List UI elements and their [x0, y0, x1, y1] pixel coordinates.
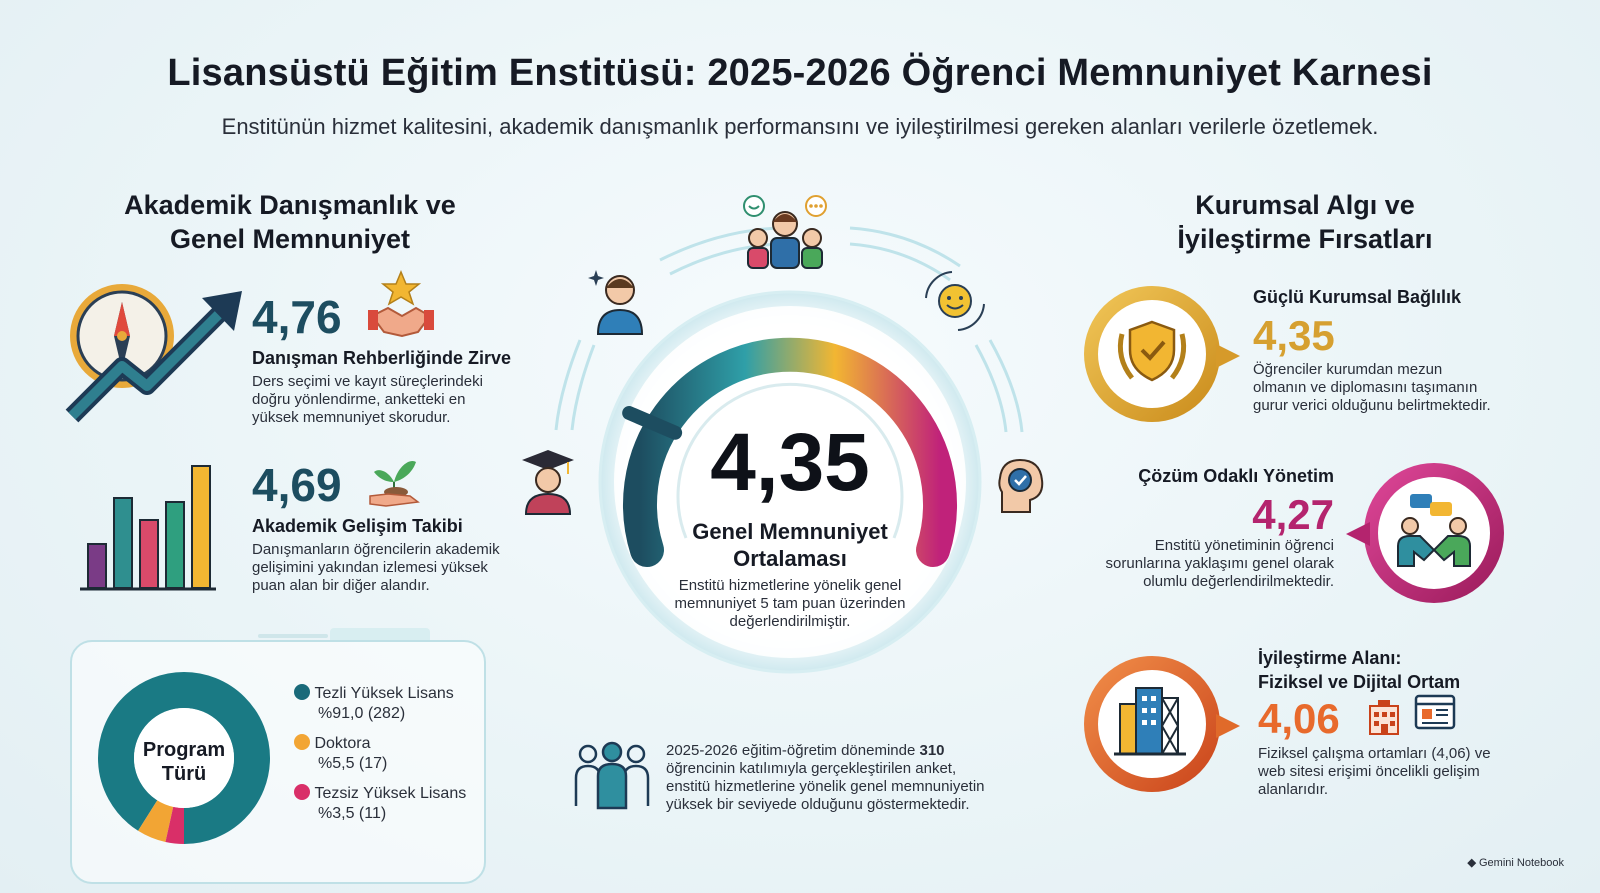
footer-brand-text: Gemini Notebook — [1479, 857, 1564, 869]
legend-value: %3,5 (11) — [318, 805, 387, 822]
left-section-title-line1: Akademik Danışmanlık ve — [124, 190, 456, 220]
metric-advisor-desc-line: doğru yönlendirme, anketteki en — [252, 391, 466, 408]
survey-line: öğrencinin katılımıyla gerçekleştirilen anket, — [666, 760, 957, 777]
metric-advisor-desc-line: yüksek memnuniyet skorudur. — [252, 409, 451, 426]
plant-hand-icon — [366, 452, 422, 508]
legend-label: Doktora — [314, 735, 371, 752]
metric-progress-title: Akademik Gelişim Takibi — [252, 516, 463, 536]
card-tab-decor — [330, 628, 430, 640]
environment-badge — [1082, 654, 1244, 794]
handshake-star-icon — [368, 270, 434, 340]
loyalty-desc-line: gurur verici olduğunu belirtmektedir. — [1253, 397, 1491, 414]
smiley-icon — [922, 268, 988, 334]
page-title: Lisansüstü Eğitim Enstitüsü: 2025-2026 Öğrenci Memnuniyet Karnesi — [167, 52, 1433, 94]
loyalty-desc-line: olmanın ve diplomasını taşımanın — [1253, 379, 1478, 396]
legend-item — [294, 784, 466, 823]
donut-center-label — [124, 738, 244, 786]
management-desc-line: Enstitü yönetiminin öğrenci — [1154, 537, 1334, 554]
loyalty-desc — [1253, 361, 1553, 415]
right-section-title-line2: İyileştirme Fırsatları — [1177, 224, 1433, 254]
metric-progress-desc-line: Danışmanların öğrencilerin akademik — [252, 541, 500, 558]
legend-value: %5,5 (17) — [318, 755, 388, 772]
overall-score-label-line2: Ortalaması — [733, 546, 847, 571]
gemini-logo-icon: ◆ — [1467, 857, 1476, 869]
loyalty-title: Güçlü Kurumsal Bağlılık — [1253, 287, 1462, 307]
management-value: 4,27 — [1252, 491, 1334, 538]
people-group-icon — [740, 194, 830, 270]
loyalty-desc-line: Öğrenciler kurumdan mezun — [1253, 361, 1443, 378]
metric-progress-desc-line: gelişimini yakından izlemesi yüksek — [252, 559, 488, 576]
metric-progress-desc — [252, 541, 532, 595]
head-gear-icon — [990, 452, 1054, 516]
survey-note — [666, 742, 1026, 814]
environment-value: 4,06 — [1258, 695, 1340, 742]
student-icon — [588, 266, 652, 336]
management-desc-line: sorunlarına yaklaşımı genel olarak — [1105, 555, 1334, 572]
environment-title-line1: İyileştirme Alanı: — [1258, 648, 1402, 668]
overall-score-value: 4,35 — [710, 417, 870, 508]
management-badge — [1344, 460, 1506, 606]
metric-advisor-value: 4,76 — [252, 291, 342, 343]
loyalty-value: 4,35 — [1253, 312, 1335, 359]
hotel-icon — [1364, 696, 1404, 736]
overall-desc-line: Enstitü hizmetlerine yönelik genel — [678, 577, 902, 594]
bar-chart-icon — [78, 462, 218, 592]
metric-advisor-desc-line: Ders seçimi ve kayıt süreçlerindeki — [252, 373, 483, 390]
legend-item — [294, 684, 454, 723]
survey-line — [666, 742, 1026, 760]
environment-desc-line: alanlarıdır. — [1258, 781, 1329, 798]
survey-participant-count: 310 — [919, 742, 945, 759]
metric-progress-value: 4,69 — [252, 459, 342, 511]
legend-value: %91,0 (282) — [318, 705, 406, 722]
environment-title — [1258, 646, 1460, 694]
card-tab-decor — [258, 634, 328, 638]
left-section-title-line2: Genel Memnuniyet — [169, 224, 411, 254]
right-section-title — [1100, 188, 1510, 256]
environment-desc — [1258, 745, 1558, 799]
shield-laurel-icon — [1120, 322, 1183, 380]
legend-dot-pink — [294, 784, 310, 800]
metric-advisor-desc — [252, 373, 532, 427]
metric-progress-desc-line: puan alan bir diğer alandır. — [252, 577, 430, 594]
compass-growth-icon — [62, 276, 247, 426]
donut-center-line1: Program — [142, 739, 226, 761]
right-section-title-line1: Kurumsal Algı ve — [1195, 190, 1415, 220]
legend-dot-orange — [294, 734, 310, 750]
footer-brand — [1467, 856, 1564, 869]
overall-desc-line: memnuniyet 5 tam puan üzerinden — [674, 595, 906, 612]
legend-item — [294, 734, 387, 773]
overall-score-label — [600, 518, 980, 572]
legend-dot-teal — [294, 684, 310, 700]
metric-advisor-title: Danışman Rehberliğinde Zirve — [252, 348, 512, 368]
overall-score-label-line1: Genel Memnuniyet — [692, 519, 888, 544]
survey-line: yüksek bir seviyede olduğunu göstermektedir. — [666, 796, 970, 813]
survey-line-text: 2025-2026 eğitim-öğretim döneminde — [666, 742, 920, 759]
graduate-icon — [520, 446, 576, 516]
website-icon — [1414, 694, 1456, 734]
legend-label: Tezsiz Yüksek Lisans — [314, 785, 467, 802]
overall-score-desc — [620, 577, 960, 631]
management-desc-line: olumlu değerlendirilmektedir. — [1143, 573, 1334, 590]
survey-line: enstitü hizmetlerine yönelik genel memnuniyetin — [666, 778, 985, 795]
page-subtitle: Enstitünün hizmet kalitesini, akademik danışmanlık performansını ve iyileştirilmesi gereken alanları verilerle özetlemek. — [221, 114, 1379, 139]
overall-desc-line: değerlendirilmiştir. — [729, 613, 851, 630]
legend-label: Tezli Yüksek Lisans — [314, 685, 454, 702]
environment-desc-line: Fiziksel çalışma ortamları (4,06) ve — [1258, 745, 1491, 762]
donut-center-line2: Türü — [161, 763, 207, 785]
environment-desc-line: web sitesi erişimi öncelikli gelişim — [1258, 763, 1480, 780]
environment-title-line2: Fiziksel ve Dijital Ortam — [1258, 672, 1461, 692]
left-section-title — [80, 188, 500, 256]
management-desc — [1064, 537, 1334, 591]
management-title: Çözüm Odaklı Yönetim — [1138, 466, 1334, 486]
shield-laurel-badge — [1082, 284, 1244, 424]
students-group-icon — [572, 740, 652, 810]
